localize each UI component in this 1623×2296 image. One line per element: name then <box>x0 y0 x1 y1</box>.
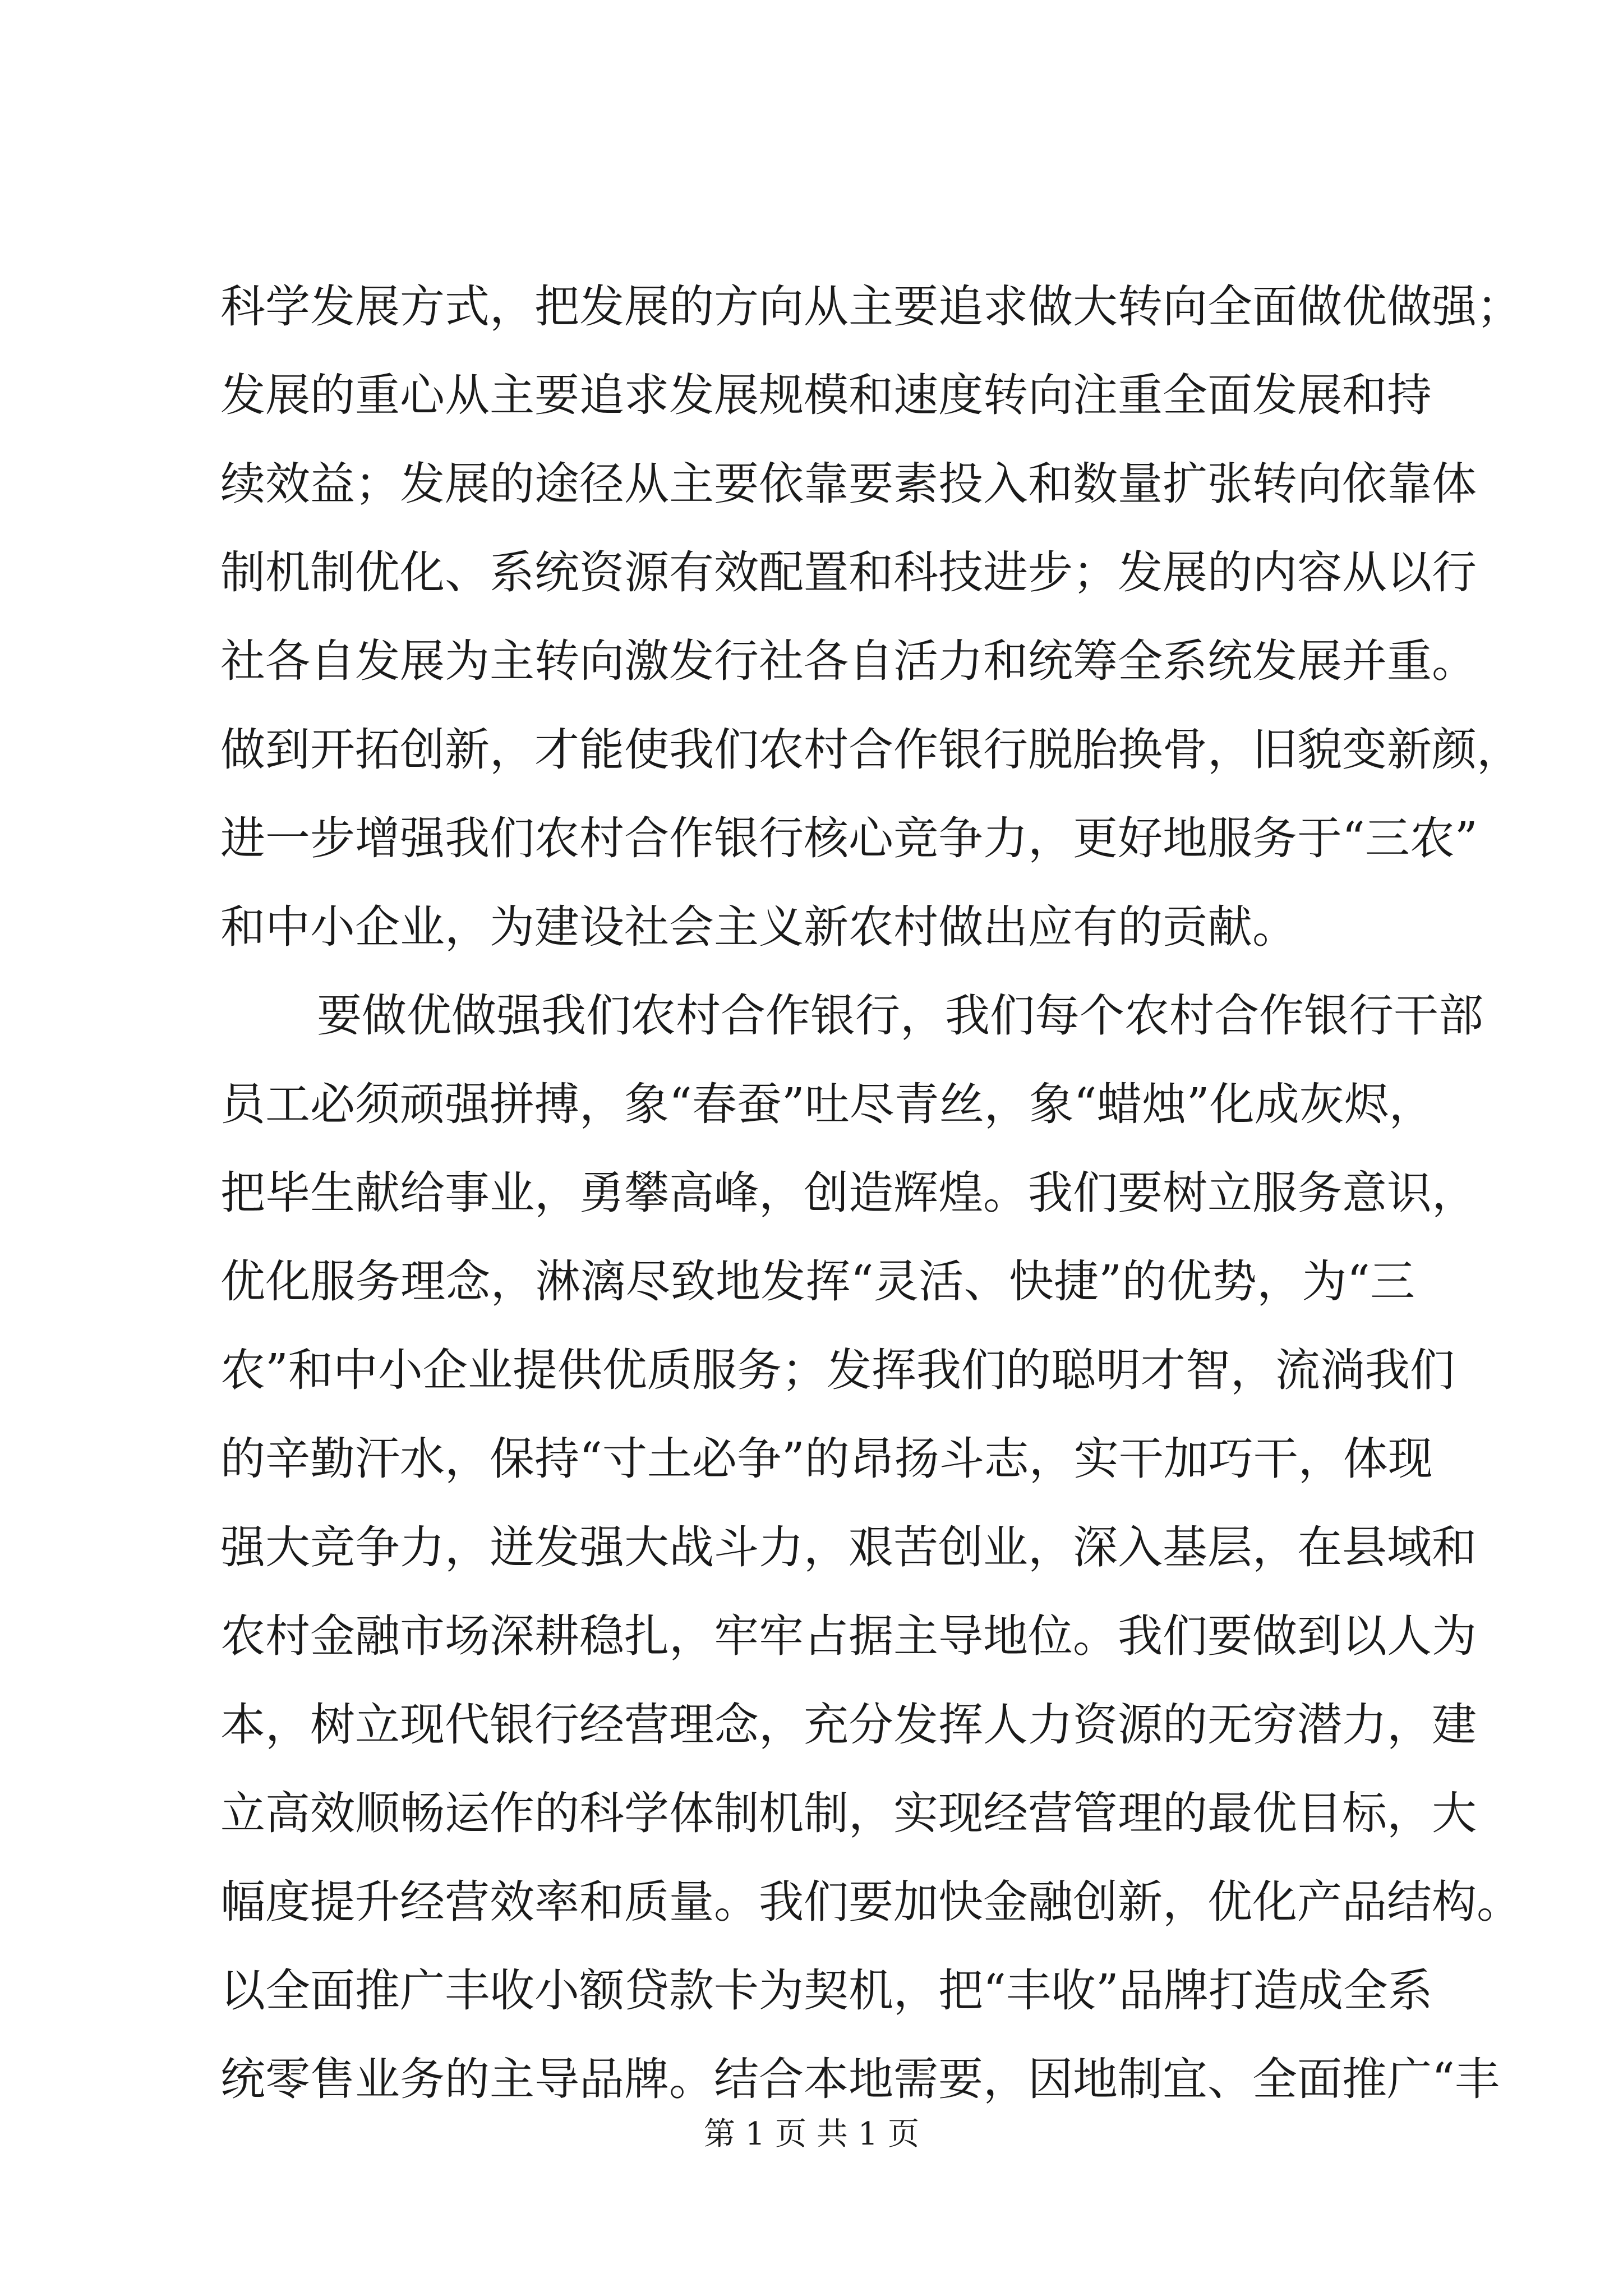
text-line: 立高效顺畅运作的科学体制机制，实现经营管理的最优目标，大 <box>220 1787 1477 1839</box>
text-line: 本，树立现代银行经营理念，充分发挥人力资源的无穷潜力，建 <box>220 1699 1477 1751</box>
text-line: 发展的重心从主要追求发展规模和速度转向注重全面发展和持 <box>220 369 1432 421</box>
text-line: 续效益；发展的途径从主要依靠要素投入和数量扩张转向依靠体 <box>220 458 1477 510</box>
text-line: 统零售业务的主导品牌。结合本地需要，因地制宜、全面推广“丰 <box>220 2053 1500 2105</box>
text-line: 幅度提升经营效率和质量。我们要加快金融创新，优化产品结构。 <box>220 1876 1521 1928</box>
text-line: 进一步增强我们农村合作银行核心竞争力，更好地服务于“三农” <box>220 812 1478 864</box>
text-line: 科学发展方式，把发展的方向从主要追求做大转向全面做优做强； <box>220 280 1521 333</box>
text-line: 以全面推广丰收小额贷款卡为契机，把“丰收”品牌打造成全系 <box>220 1964 1433 2017</box>
document-body <box>220 263 1521 2124</box>
text-line: 优化服务理念，淋漓尽致地发挥“灵活、快捷”的优势，为“三 <box>220 1255 1415 1308</box>
text-line: 和中小企业，为建设社会主义新农村做出应有的贡献。 <box>220 901 1297 953</box>
text-line: 员工必须顽强拼搏，象“春蚕”吐尽青丝，象“蜡烛”化成灰烬， <box>220 1078 1434 1130</box>
text-line: 的辛勤汗水，保持“寸土必争”的昂扬斗志，实干加巧干，体现 <box>220 1433 1433 1485</box>
text-line: 要做优做强我们农村合作银行，我们每个农村合作银行干部 <box>317 990 1483 1042</box>
text-line: 做到开拓创新，才能使我们农村合作银行脱胎换骨，旧貌变新颜， <box>220 724 1521 776</box>
text-line: 把毕生献给事业，勇攀高峰，创造辉煌。我们要树立服务意识， <box>220 1167 1477 1219</box>
text-line: 农村金融市场深耕稳扎，牢牢占据主导地位。我们要做到以人为 <box>220 1610 1477 1662</box>
text-line: 社各自发展为主转向激发行社各自活力和统筹全系统发展并重。 <box>220 635 1477 687</box>
page-number-footer: 第 1 页 共 1 页 <box>703 2116 920 2152</box>
text-line: 强大竞争力，迸发强大战斗力，艰苦创业，深入基层，在县域和 <box>220 1521 1477 1573</box>
text-line: 农”和中小企业提供优质服务；发挥我们的聪明才智，流淌我们 <box>220 1344 1455 1396</box>
text-line: 制机制优化、系统资源有效配置和科技进步；发展的内容从以行 <box>220 546 1477 599</box>
